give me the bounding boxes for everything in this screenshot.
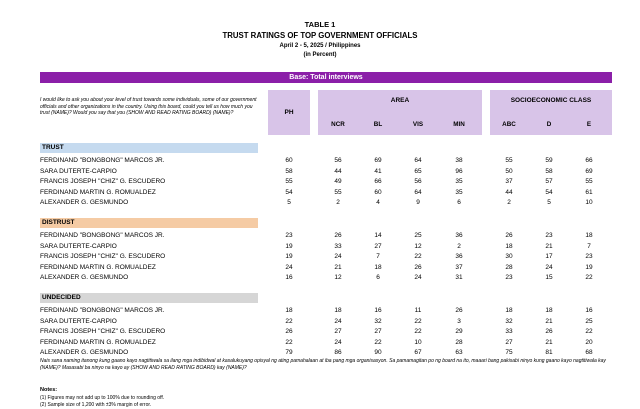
rating-cell: 18	[585, 232, 593, 239]
rating-cell: 86	[334, 349, 342, 356]
rating-cell: 9	[416, 199, 420, 206]
rating-cell: 7	[587, 242, 591, 250]
rating-cell: 24	[414, 274, 422, 281]
rating-cell: 24	[285, 263, 293, 271]
rating-cell: 6	[457, 199, 461, 206]
column-group-ses	[490, 90, 612, 135]
rating-cell: 44	[334, 167, 342, 175]
rating-cell: 26	[334, 232, 342, 239]
rating-cell: 32	[505, 317, 513, 325]
official-name: FERDINAND "BONGBONG" MARCOS JR.	[40, 157, 165, 164]
rating-cell: 25	[585, 317, 593, 325]
rating-cell: 10	[585, 199, 593, 206]
rating-cell: 26	[505, 232, 513, 239]
rating-cell: 69	[374, 157, 382, 164]
table-row	[0, 263, 640, 273]
rating-cell: 22	[585, 274, 593, 281]
rating-cell: 16	[585, 307, 593, 314]
rating-cell: 19	[585, 263, 593, 271]
rating-cell: 37	[455, 263, 463, 271]
base-banner: Base: Total interviews	[40, 72, 612, 83]
official-name: ALEXANDER G. GESMUNDO	[40, 274, 129, 281]
rating-cell: 64	[414, 157, 422, 164]
column-header-vis: VIS	[412, 121, 424, 128]
rating-cell: 90	[374, 349, 382, 356]
rating-cell: 12	[334, 274, 342, 281]
footnote-1: (1) Figures may not add up to 100% due to rounding off.	[40, 395, 165, 401]
rating-cell: 66	[585, 157, 593, 164]
column-header-bl: BL	[373, 121, 383, 128]
rating-cell: 22	[585, 328, 593, 335]
rating-cell: 49	[334, 178, 342, 185]
rating-cell: 28	[505, 263, 513, 271]
rating-cell: 2	[507, 199, 511, 206]
rating-cell: 21	[545, 338, 553, 346]
official-name: FRANCIS JOSEPH "CHIZ" G. ESCUDERO	[40, 328, 166, 335]
rating-cell: 22	[374, 338, 382, 346]
table-number: TABLE 1	[304, 20, 336, 29]
rating-cell: 54	[285, 188, 293, 196]
rating-cell: 16	[285, 274, 293, 281]
translation-note: Nais sana naming itanong kung gaano kayo nagtitiwala sa ilang mga indibidwal at kasalukuyang opisyal ng ating pamahalaan at iba pang mga organisasyon. Sa pamamagitan po ng board na ito, maaari bang pakisabi ninyo kung gaano kayo nagtitiwala kay (NAME)? Masasabi ba ninyo na kayo ay (SHOW AND READ RATING BOARD) kay (NAME)?	[40, 358, 606, 371]
ses-group-label: SOCIOECONOMIC CLASS	[510, 97, 592, 104]
rating-cell: 14	[374, 232, 382, 239]
rating-cell: 3	[457, 317, 461, 325]
rating-cell: 15	[545, 274, 553, 281]
rating-cell: 5	[547, 199, 551, 206]
rating-cell: 36	[455, 253, 463, 260]
unit-label: (in Percent)	[303, 52, 337, 58]
rating-cell: 7	[376, 253, 380, 260]
column-header-min: MIN	[453, 121, 465, 128]
official-name: FRANCIS JOSEPH "CHIZ" G. ESCUDERO	[40, 178, 166, 185]
column-header-e: E	[586, 121, 592, 128]
rating-cell: 32	[374, 317, 382, 325]
table-row	[0, 252, 640, 262]
official-name: FERDINAND MARTIN G. ROMUALDEZ	[40, 188, 156, 196]
rating-cell: 22	[285, 338, 293, 346]
rating-cell: 55	[585, 178, 593, 185]
rating-cell: 21	[545, 317, 553, 325]
rating-cell: 28	[455, 338, 463, 346]
official-name: ALEXANDER G. GESMUNDO	[40, 349, 129, 356]
rating-cell: 2	[457, 242, 461, 250]
rating-cell: 18	[334, 307, 342, 314]
table-row	[0, 338, 640, 348]
rating-cell: 16	[374, 307, 382, 314]
column-header-abc: ABC	[502, 121, 516, 128]
table-row	[0, 348, 640, 358]
rating-cell: 69	[585, 167, 593, 175]
rating-cell: 56	[414, 178, 422, 185]
rating-cell: 26	[545, 328, 553, 335]
rating-cell: 50	[505, 167, 513, 175]
rating-cell: 37	[505, 178, 513, 185]
rating-cell: 26	[285, 328, 293, 335]
rating-cell: 63	[455, 349, 463, 356]
official-name: ALEXANDER G. GESMUNDO	[40, 199, 129, 206]
table-title: TRUST RATINGS OF TOP GOVERNMENT OFFICIALS	[222, 31, 418, 40]
rating-cell: 23	[285, 232, 293, 239]
rating-cell: 44	[505, 188, 513, 196]
table-row	[0, 317, 640, 327]
official-name: FRANCIS JOSEPH "CHIZ" G. ESCUDERO	[40, 253, 166, 260]
rating-cell: 79	[285, 349, 293, 356]
rating-cell: 18	[374, 263, 382, 271]
rating-cell: 18	[505, 307, 513, 314]
rating-cell: 18	[505, 242, 513, 250]
official-name: SARA DUTERTE-CARPIO	[40, 167, 117, 175]
rating-cell: 35	[455, 188, 463, 196]
table-row	[0, 167, 640, 177]
rating-cell: 81	[545, 349, 553, 356]
rating-cell: 19	[285, 242, 293, 250]
column-header-d: D	[546, 121, 552, 128]
rating-cell: 29	[455, 328, 463, 335]
official-name: SARA DUTERTE-CARPIO	[40, 317, 117, 325]
rating-cell: 57	[545, 178, 553, 185]
rating-cell: 10	[414, 338, 422, 346]
rating-cell: 24	[334, 253, 342, 260]
rating-cell: 18	[545, 307, 553, 314]
rating-cell: 75	[505, 349, 513, 356]
rating-cell: 22	[414, 328, 422, 335]
official-name: FERDINAND "BONGBONG" MARCOS JR.	[40, 307, 165, 314]
rating-cell: 12	[414, 242, 422, 250]
rating-cell: 24	[334, 317, 342, 325]
rating-cell: 60	[374, 188, 382, 196]
table-row	[0, 273, 640, 283]
rating-cell: 54	[545, 188, 553, 196]
rating-cell: 58	[285, 167, 293, 175]
rating-cell: 38	[455, 157, 463, 164]
rating-cell: 55	[505, 157, 513, 164]
rating-cell: 11	[414, 307, 422, 314]
table-row	[0, 188, 640, 198]
table-row	[0, 231, 640, 241]
section-label-trust: TRUST	[40, 143, 258, 153]
column-header-ncr: NCR	[331, 121, 345, 128]
rating-cell: 35	[455, 178, 463, 185]
official-name: FERDINAND MARTIN G. ROMUALDEZ	[40, 263, 156, 271]
rating-cell: 58	[545, 167, 553, 175]
rating-cell: 25	[414, 232, 422, 239]
rating-cell: 61	[585, 188, 593, 196]
rating-cell: 33	[334, 242, 342, 250]
rating-cell: 23	[585, 253, 593, 260]
rating-cell: 24	[545, 263, 553, 271]
table-row	[0, 306, 640, 316]
official-name: FERDINAND MARTIN G. ROMUALDEZ	[40, 338, 156, 346]
table-row	[0, 156, 640, 166]
rating-cell: 21	[334, 263, 342, 271]
table-row	[0, 177, 640, 187]
rating-cell: 21	[545, 242, 553, 250]
rating-cell: 6	[376, 274, 380, 281]
footnote-2: (2) Sample size of 1,200 with ±3% margin of error.	[40, 402, 152, 408]
rating-cell: 66	[374, 178, 382, 185]
rating-cell: 26	[414, 263, 422, 271]
rating-cell: 23	[545, 232, 553, 239]
official-name: SARA DUTERTE-CARPIO	[40, 242, 117, 250]
rating-cell: 20	[585, 338, 593, 346]
rating-cell: 64	[414, 188, 422, 196]
rating-cell: 22	[414, 253, 422, 260]
rating-cell: 67	[414, 349, 422, 356]
survey-question: I would like to ask you about your level of trust towards some individuals, some of our government officials and other organizations in the country. Using this board, could you tell us how much you trust (NAME)? Would you say that you (SHOW AND READ RATING BOARD) (NAME)?	[40, 97, 257, 117]
rating-cell: 65	[414, 167, 422, 175]
rating-cell: 23	[505, 274, 513, 281]
rating-cell: 56	[334, 157, 342, 164]
rating-cell: 33	[505, 328, 513, 335]
official-name: FERDINAND "BONGBONG" MARCOS JR.	[40, 232, 165, 239]
rating-cell: 96	[455, 167, 463, 175]
rating-cell: 22	[285, 317, 293, 325]
rating-cell: 68	[585, 349, 593, 356]
section-label-distrust: DISTRUST	[40, 218, 258, 228]
column-header-ph: PH	[268, 90, 310, 135]
column-group-area	[318, 90, 482, 135]
rating-cell: 59	[545, 157, 553, 164]
table-row	[0, 242, 640, 252]
rating-cell: 18	[285, 307, 293, 314]
rating-cell: 27	[505, 338, 513, 346]
rating-cell: 31	[455, 274, 463, 281]
rating-cell: 30	[505, 253, 513, 260]
rating-cell: 27	[374, 242, 382, 250]
rating-cell: 27	[334, 328, 342, 335]
rating-cell: 2	[336, 199, 340, 206]
survey-dates: April 2 - 5, 2025 / Philippines	[279, 43, 361, 49]
area-group-label: AREA	[390, 97, 410, 104]
rating-cell: 60	[285, 157, 293, 164]
rating-cell: 41	[374, 167, 382, 175]
table-row	[0, 198, 640, 208]
rating-cell: 36	[455, 232, 463, 239]
rating-cell: 55	[285, 178, 293, 185]
rating-cell: 22	[414, 317, 422, 325]
rating-cell: 27	[374, 328, 382, 335]
rating-cell: 17	[545, 253, 553, 260]
section-label-undecided: UNDECIDED	[40, 293, 258, 303]
notes-heading: Notes:	[40, 387, 58, 393]
rating-cell: 5	[287, 199, 291, 206]
table-row	[0, 327, 640, 337]
rating-cell: 55	[334, 188, 342, 196]
rating-cell: 26	[455, 307, 463, 314]
rating-cell: 19	[285, 253, 293, 260]
rating-cell: 4	[376, 199, 380, 206]
rating-cell: 24	[334, 338, 342, 346]
